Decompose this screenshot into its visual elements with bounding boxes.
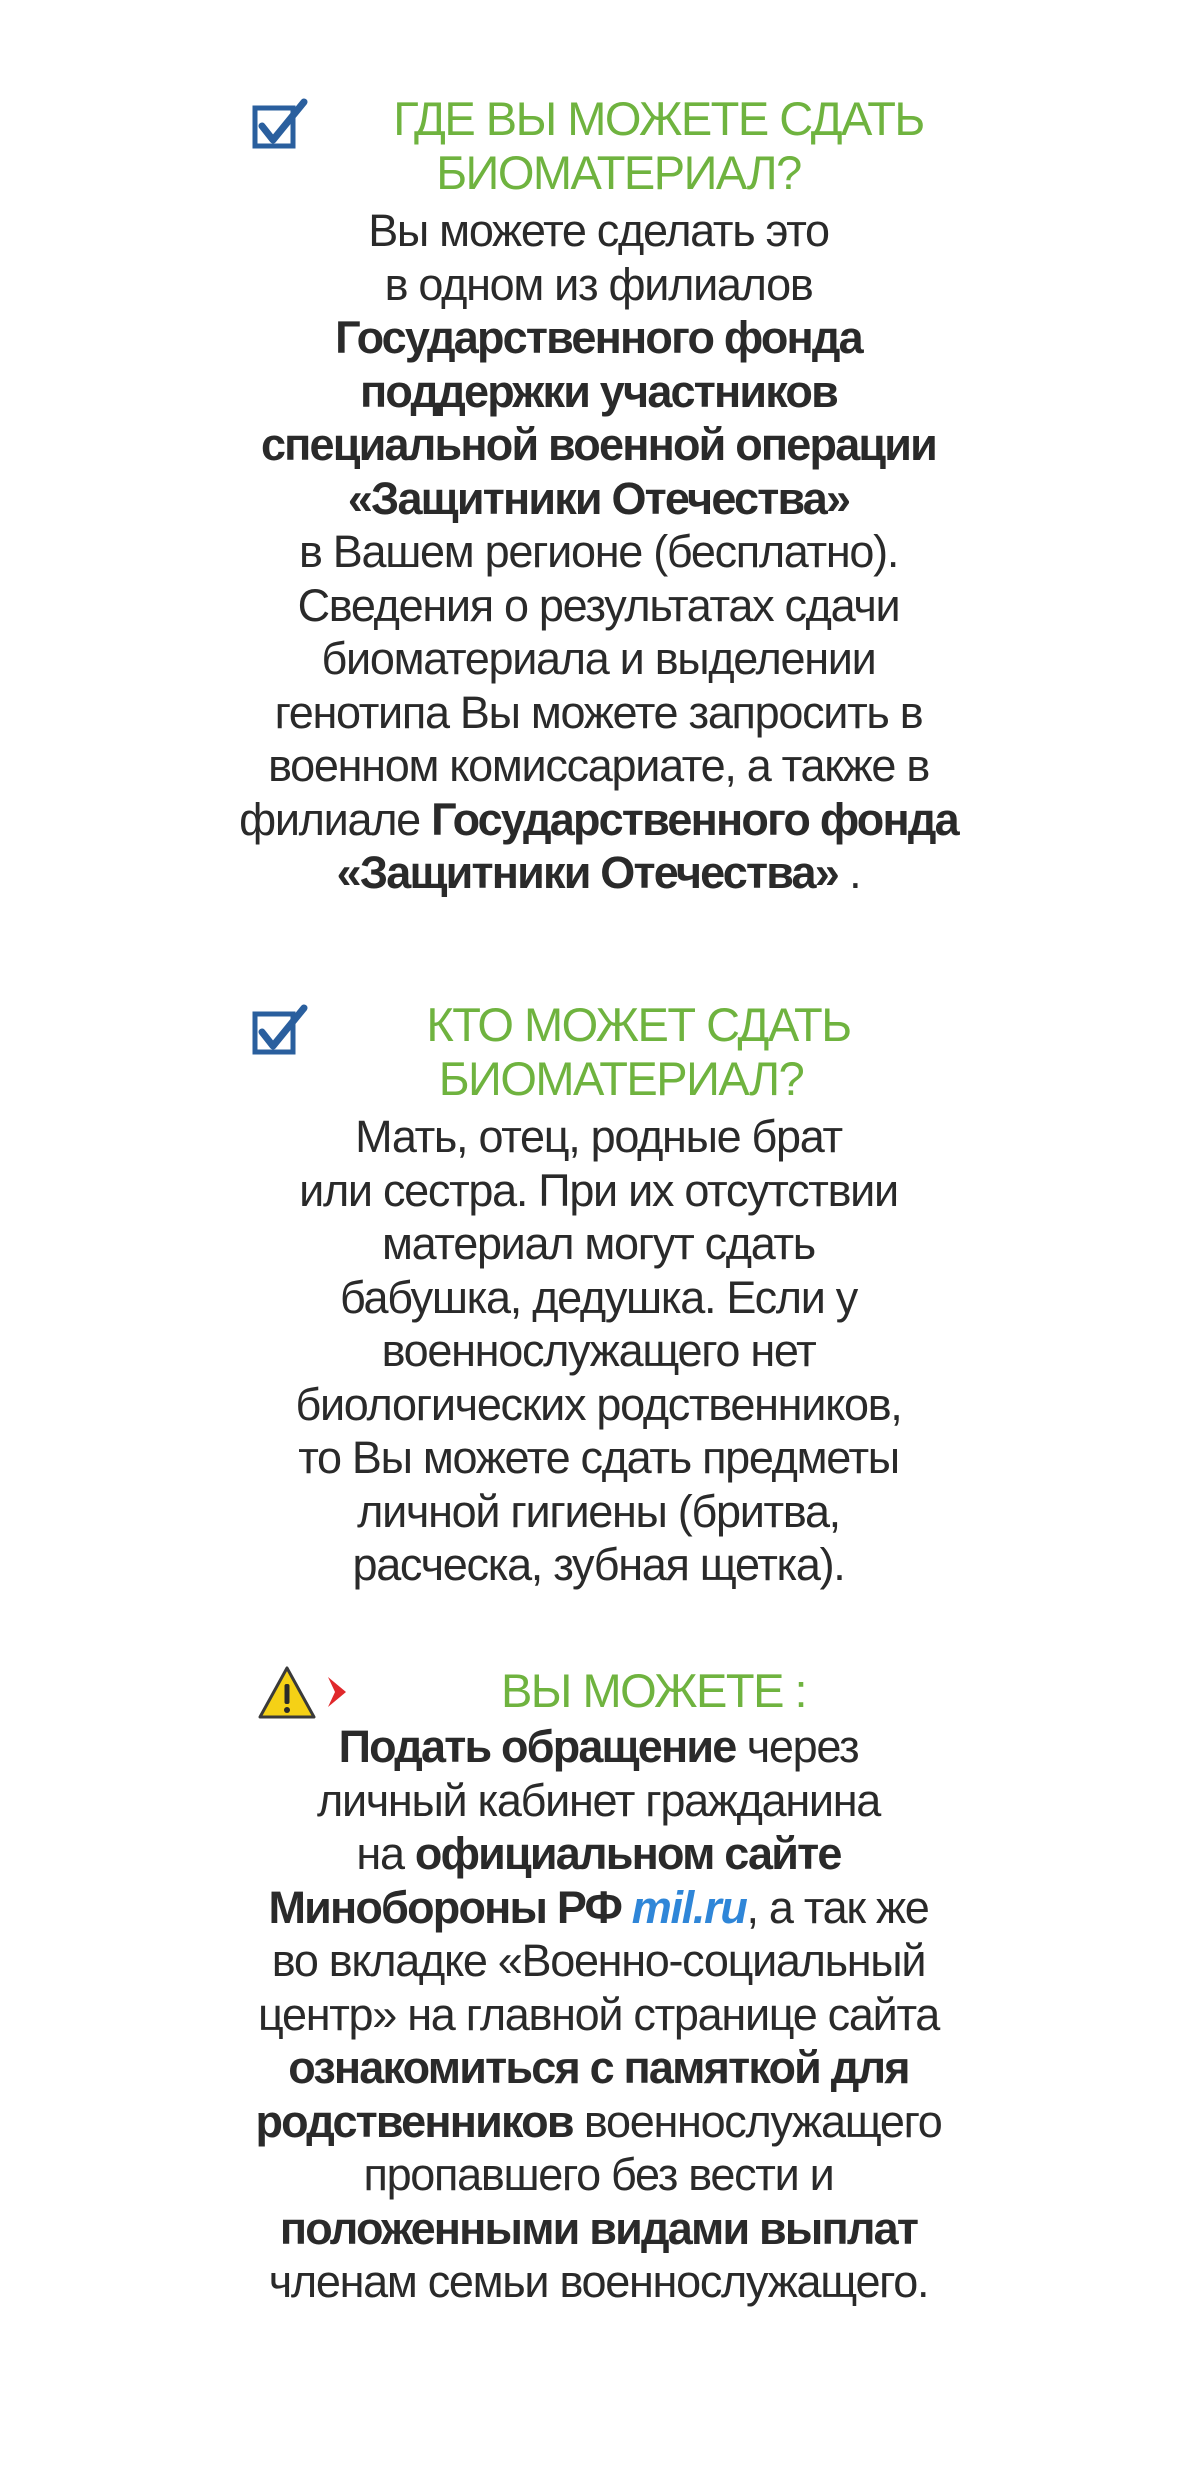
section-where-to-submit — [0, 92, 1197, 900]
section-body: Мать, отец, родные брат или сестра. При их отсутствии материал могут сдать бабушка, дедушка. Если у военнослужащего нет биологических родственников, то Вы можете сдать предметы личной гигиены (бритва, расческа, зубная щетка). — [295, 1111, 902, 1590]
mil-ru-link[interactable]: mil.ru — [631, 1881, 747, 1933]
section-heading: ВЫ МОЖЕТЕ : — [500, 1664, 807, 1717]
section-body: Подать обращение через личный кабинет гражданина на официальном сайте Минобороны РФ mil.ru, а так же во вкладке «Военно-социальный центр» на главной странице сайта ознакомиться с памяткой для родственников военнослужащего пропавшего без вести и положенными видами выплат членам семьи военнослужащего. — [255, 1721, 942, 2307]
section-who-can-submit — [0, 998, 1197, 1592]
section-you-can — [0, 1664, 1197, 2309]
section-heading: КТО МОЖЕТ СДАТЬ БИОМАТЕРИАЛ? — [426, 998, 851, 1105]
section-body: Вы можете сделать это в одном из филиалов Государственного фонда поддержки участников специальной военной операции «Защитники Отечества» в Вашем регионе (бесплатно). Сведения о результатах сдачи биоматериала и выделении генотипа Вы можете запросить в военном комиссариате, а также в филиале Государственного фонда «Защитники Отечества» . — [239, 205, 958, 898]
section-heading: ГДЕ ВЫ МОЖЕТЕ СДАТЬ БИОМАТЕРИАЛ? — [393, 92, 924, 199]
